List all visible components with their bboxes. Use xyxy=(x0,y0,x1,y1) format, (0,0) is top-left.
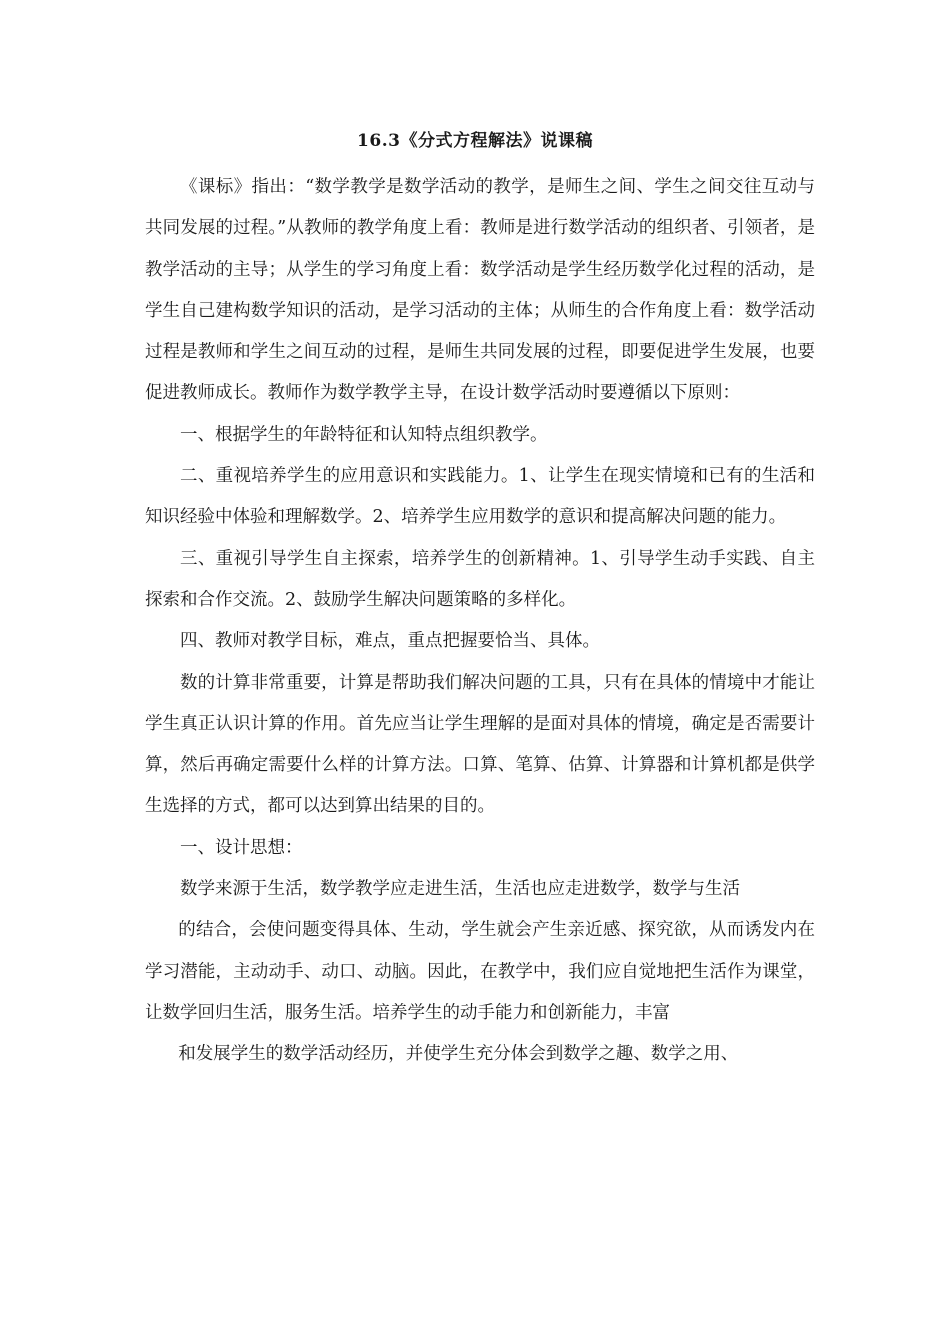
paragraph-principle-4: 四、教师对教学目标，难点，重点把握要恰当、具体。 xyxy=(180,631,600,652)
paragraph-design-idea-end: 和发展学生的数学活动经历，并使学生充分体会到数学之趣、数学之用、 xyxy=(178,1044,739,1065)
paragraph-principle-1: 一、根据学生的年龄特征和认知特点组织教学。 xyxy=(180,424,548,445)
document-title: 16.3《分式方程解法》说课稿 xyxy=(357,131,593,151)
section-heading-design-idea: 一、设计思想： xyxy=(180,837,303,858)
paragraph-design-idea-line: 数学来源于生活，数学教学应走进生活，生活也应走进数学，数学与生活 xyxy=(180,879,740,900)
document-body xyxy=(145,167,815,1076)
paragraph-principle-3: 三、重视引导学生自主探索，培养学生的创新精神。1、引导学生动手实践、自主探索和合作交流。2、鼓励学生解决问题策略的多样化。 xyxy=(145,548,815,610)
paragraph-principle-2: 二、重视培养学生的应用意识和实践能力。1、让学生在现实情境和已有的生活和知识经验中体验和理解数学。2、培养学生应用数学的意识和提高解决问题的能力。 xyxy=(145,466,815,528)
paragraph-calculation: 数的计算非常重要，计算是帮助我们解决问题的工具，只有在具体的情境中才能让学生真正认识计算的作用。首先应当让学生理解的是面对具体的情境，确定是否需要计算，然后再确定需要什么样的计算方法。口算、笔算、估算、计算器和计算机都是供学生选择的方式，都可以达到算出结果的目的。 xyxy=(145,672,815,817)
paragraph-curriculum-standard: 《课标》指出：“数学教学是数学活动的教学，是师生之间、学生之间交往互动与共同发展的过程。”从教师的教学角度上看：教师是进行数学活动的组织者、引领者，是教学活动的主导；从学生的学习角度上看：数学活动是学生经历数学化过程的活动，是学生自己建构数学知识的活动，是学习活动的主体；从师生的合作角度上看：数学活动过程是教师和学生之间互动的过程，是师生共同发展的过程，即要促进学生发展，也要促进教师成长。教师作为数学教学主导，在设计数学活动时要遵循以下原则： xyxy=(145,177,815,404)
paragraph-design-idea-cont: 的结合，会使问题变得具体、生动，学生就会产生亲近感、探究欲，从而诱发内在学习潜能，主动动手、动口、动脑。因此，在教学中，我们应自觉地把生活作为课堂，让数学回归生活，服务生活。培养学生的动手能力和创新能力，丰富 xyxy=(145,920,815,1023)
